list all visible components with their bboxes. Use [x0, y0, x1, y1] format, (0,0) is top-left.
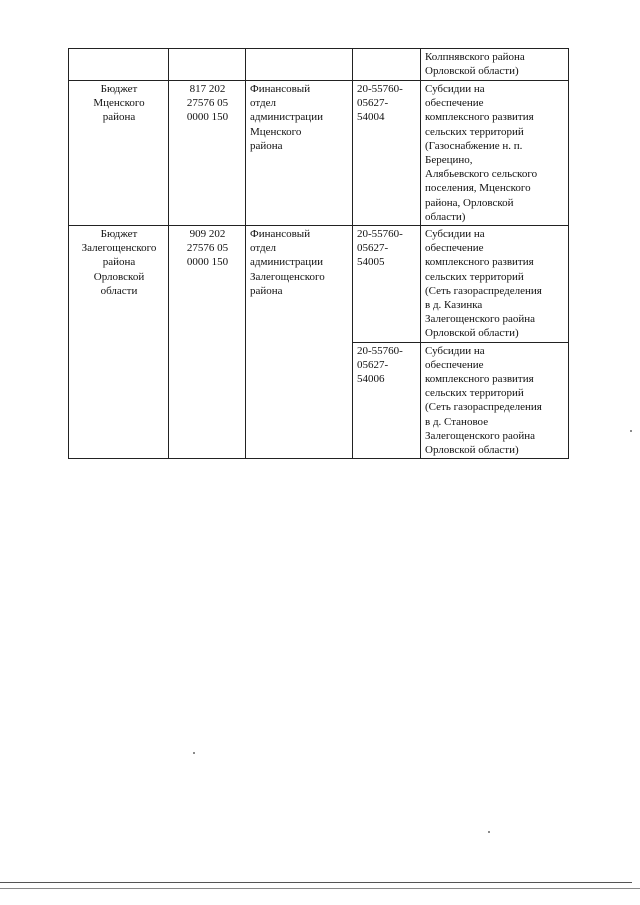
text-line: Мценского [93, 97, 145, 110]
text-line: 0000 150 [186, 111, 229, 124]
text-line: 27576 05 [186, 242, 229, 255]
text-line: (Газоснабжение н. п. [425, 139, 523, 152]
text-line: Мценского [250, 125, 302, 138]
text-line: Алябьевского сельского [425, 168, 538, 181]
scan-speck [488, 831, 490, 833]
text-line: в д. Казинка [425, 299, 483, 312]
text-line: Залегощенского [81, 242, 157, 255]
text-line: сельских территорий [425, 125, 524, 138]
subsidy-table [68, 48, 569, 459]
text-line: Залегощенского раойна [425, 429, 536, 442]
text-line: района [250, 139, 283, 152]
text-line: комплексного развития [425, 373, 534, 386]
text-line: 05627- [357, 97, 389, 110]
administrator-cell [246, 49, 353, 81]
text-line: Субсидии на [425, 228, 485, 241]
text-line: администрации [250, 111, 323, 124]
text-line: Бюджет [100, 228, 138, 241]
description-cell [421, 81, 569, 226]
description-cell [421, 49, 569, 81]
code-cell [169, 49, 246, 81]
budget-cell [69, 49, 169, 81]
target-code-cell [353, 342, 421, 459]
text-line: 54004 [357, 111, 385, 124]
text-line: Колпнявского района [425, 51, 525, 63]
text-line: Орловской области) [425, 444, 519, 457]
text-line: в д. Становое [425, 415, 489, 428]
text-line: сельских территорий [425, 387, 524, 400]
text-line: комплексного развития [425, 111, 534, 124]
text-line: Берецино, [425, 154, 473, 167]
text-line: Орловской области) [425, 65, 519, 78]
text-line: 27576 05 [186, 97, 229, 110]
text-line: администрации [250, 256, 323, 269]
text-line: области [100, 284, 138, 297]
text-line: 20-55760- [357, 228, 403, 241]
description-cell [421, 226, 569, 343]
text-line: 909 202 [189, 228, 226, 241]
text-line: 54006 [357, 373, 385, 386]
text-line: 54005 [357, 256, 385, 269]
target-code-cell [353, 81, 421, 226]
table-row [69, 81, 569, 226]
text-line: Залегощенского [250, 270, 325, 283]
text-line: 20-55760- [357, 344, 403, 357]
text-line: Орловской области) [425, 327, 519, 340]
text-line: Бюджет [100, 83, 138, 95]
scan-edge-line [0, 882, 632, 883]
text-line: Субсидии на [425, 344, 485, 357]
scan-speck [630, 430, 632, 432]
target-code-cell [353, 226, 421, 343]
text-line: отдел [250, 97, 276, 110]
text-line: сельских территорий [425, 270, 524, 283]
text-line: комплексного развития [425, 256, 534, 269]
administrator-cell [246, 226, 353, 459]
text-line: района [102, 256, 136, 269]
text-line: Залегощенского раойна [425, 313, 536, 326]
code-cell [169, 81, 246, 226]
text-line: (Сеть газораспределения [425, 401, 542, 414]
budget-cell [69, 226, 169, 459]
target-code-cell [353, 49, 421, 81]
description-cell [421, 342, 569, 459]
administrator-cell [246, 81, 353, 226]
scan-speck [193, 752, 195, 754]
text-line: 05627- [357, 242, 389, 255]
text-line: района [102, 111, 136, 124]
text-line: 20-55760- [357, 83, 403, 95]
text-line: поселения, Мценского [425, 182, 531, 195]
text-line: Орловской [93, 270, 145, 283]
text-line: обеспечение [425, 242, 484, 255]
table-row [69, 49, 569, 81]
text-line: района [250, 284, 283, 297]
budget-cell [69, 81, 169, 226]
text-line: (Сеть газораспределения [425, 284, 542, 297]
text-line: обеспечение [425, 97, 484, 110]
text-line: района, Орловской [425, 196, 514, 209]
scan-edge-line [0, 888, 640, 889]
text-line: обеспечение [425, 358, 484, 371]
text-line: Финансовый [250, 83, 311, 95]
table-row [69, 226, 569, 343]
text-line: Субсидии на [425, 83, 485, 95]
text-line: отдел [250, 242, 276, 255]
text-line: 817 202 [189, 83, 226, 95]
text-line: 0000 150 [186, 256, 229, 269]
text-line: Финансовый [250, 228, 311, 241]
code-cell [169, 226, 246, 459]
text-line: области) [425, 210, 466, 223]
text-line: 05627- [357, 358, 389, 371]
